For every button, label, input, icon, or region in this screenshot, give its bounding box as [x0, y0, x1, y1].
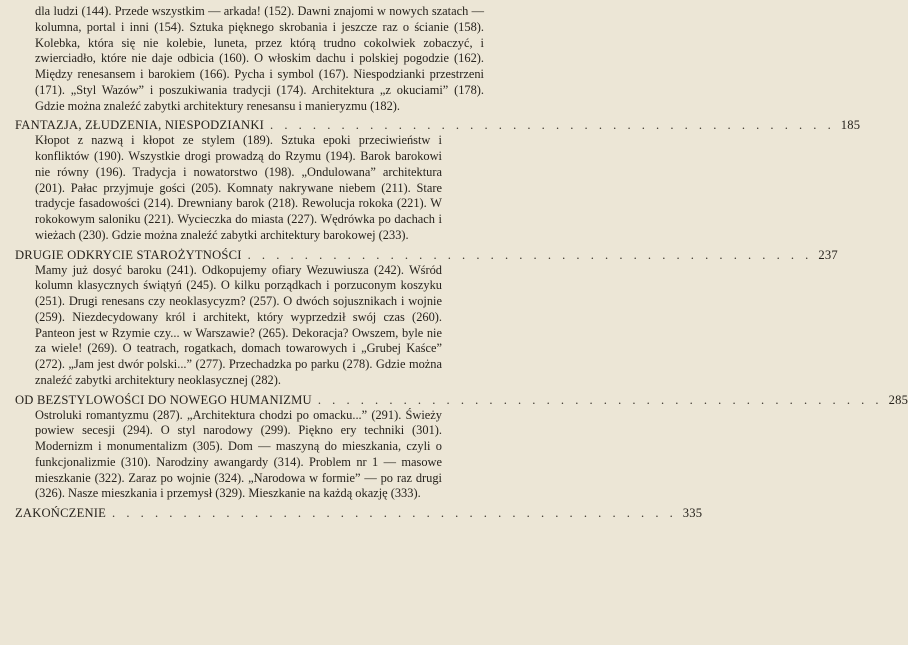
page-number: 185 — [840, 118, 861, 133]
toc-entry-zakonczenie — [15, 505, 703, 521]
page-number: 237 — [818, 247, 838, 262]
chapter-contents: Mamy już dosyć baroku (241). Odkopujemy ofiary Wezuwiusza (242). Wśród kolumn klasycznych świątyń (245). O kilku porządkach i porzuconym koszyku (251). Drugi renesans czy neoklasycyzm? (257). O dwóch sojusznikach i wojnie (259). Niezdecydowany król i architekt, który wyprzedził swój czas (260). Panteon jest w Rzymie czy... w Warszawie? (265). Dekoracja? Owszem, byle nie za wiele! (269). O teatrach, rogatkach, domach towarowych i „Grubej Kaśce” (272). „Jam jest dwór polski...” (277). Przechadzka po parku (278). Gdzie można znaleźć zabytki architektury neoklasycznej (282). — [35, 262, 442, 387]
chapter-title: ZAKOŃCZENIE — [15, 506, 107, 520]
dot-leader: . . . . . . . . . . . . . . . . . . . . . . . . . . . . . . . . . . . . . . . . — [270, 118, 835, 133]
toc-entry-heading — [15, 505, 703, 521]
toc-entry-od-bezstylowosci — [15, 392, 908, 503]
toc-entry-heading — [15, 392, 908, 408]
chapter-title: DRUGIE ODKRYCIE STAROŻYTNOŚCI — [15, 247, 242, 262]
chapter-contents: Ostroluki romantyzmu (287). „Architektura chodzi po omacku...” (291). Świeży powiew secesji (294). O styl narodowy (299). Piękno ery techniki (301). Modernizm i monumentalizm (305). Dom — maszyną do mieszkania, czyli o funkcjonalizmie (310). Narodziny awangardy (314). Problem nr 1 — masowe mieszkanie (322). Zaraz po wojnie (324). „Narodowa w formie” — po raz drugi (326). Nasze mieszkania i przemysł (329). Mieszkanie na każdą okazję (333). — [35, 407, 442, 501]
toc-entry-heading — [15, 117, 861, 133]
toc-entry-drugie-odkrycie — [15, 247, 838, 389]
dot-leader: . . . . . . . . . . . . . . . . . . . . . . . . . . . . . . . . . . . . . . . . — [247, 247, 813, 262]
page-number: 335 — [682, 506, 703, 520]
chapter-title: FANTAZJA, ZŁUDZENIA, NIESPODZIANKI — [15, 118, 265, 133]
page-number: 285 — [888, 392, 908, 407]
toc-entry-heading — [15, 247, 838, 263]
continuation-paragraph: dla ludzi (144). Przede wszystkim — arkada! (152). Dawni znajomi w nowych szatach — kolumna, portal i inni (154). Sztuka pięknego skrobania i jeszcze raz o ścianie (158). Kolebka, która się nie kolebie, luneta, przez którą trudno cokolwiek zobaczyć, i zwierciadło, które nie daje odbicia (160). O włoskim dachu i polskiej pogodzie (162). Między renesansem i barokiem (166). Pycha i symbol (167). Niespodzianki przestrzeni (171). „Styl Wazów” i poszukiwania tradycji (174). Architektura „z okuciami” (178). Gdzie można znaleźć zabytki architektury renesansu i manieryzmu (182). — [35, 4, 484, 113]
dot-leader: . . . . . . . . . . . . . . . . . . . . . . . . . . . . . . . . . . . . . . . . — [317, 392, 883, 407]
toc-entry-fantazja — [15, 117, 861, 243]
chapter-contents: Kłopot z nazwą i kłopot ze stylem (189). Sztuka epoki przeciwieństw i konfliktów (190). Wszystkie drogi prowadzą do Rzymu (194). Barok barokowi nie równy (196). Tradycja i nowatorstwo (198). „Ondulowana” architektura (201). Pałac przyjmuje gości (205). Komnaty nakrywane niebem (211). Stare tradycje fasadowości (214). Drewniany barok (218). Rewolucja rokoka (221). W rokokowym saloniku (221). Wycieczka do miasta (227). Wędrówka po dachach i wieżach (230). Gdzie można znaleźć zabytki architektury barokowej (233). — [35, 133, 442, 242]
chapter-title: OD BEZSTYLOWOŚCI DO NOWEGO HUMANIZMU — [15, 392, 312, 407]
dot-leader: . . . . . . . . . . . . . . . . . . . . . . . . . . . . . . . . . . . . . . . . — [112, 506, 677, 520]
